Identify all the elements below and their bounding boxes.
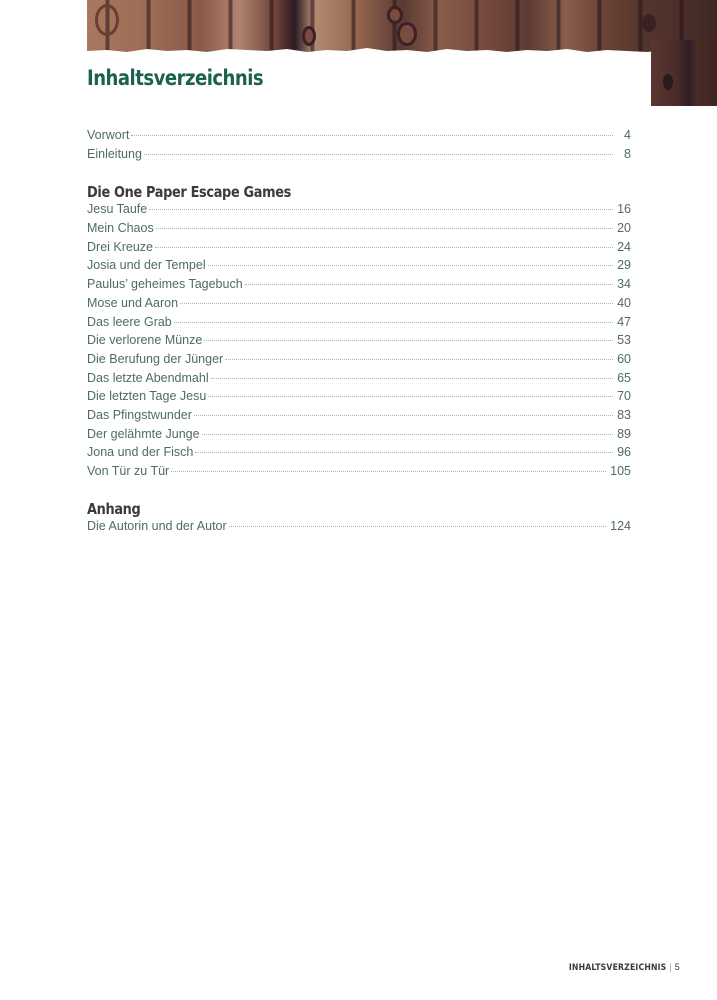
section-heading-anhang: Anhang (87, 499, 141, 518)
dot-leader (202, 434, 613, 435)
wood-side-tab (651, 40, 717, 106)
toc-entry-label: Mose und Aaron (87, 295, 179, 310)
page-number: 5 (674, 962, 680, 972)
toc-entry-page: 24 (617, 239, 631, 254)
dot-leader (229, 526, 606, 527)
toc-entry-page: 4 (624, 128, 631, 142)
section-heading-escape-games: Die One Paper Escape Games (87, 183, 291, 202)
toc-entry[interactable] (87, 202, 631, 221)
toc-entry-page: 105 (610, 464, 631, 478)
toc-entry-label: Die Autorin und der Autor (87, 518, 227, 533)
toc-entry[interactable] (87, 296, 631, 315)
toc-entry[interactable] (87, 258, 631, 277)
toc-entry-label: Drei Kreuze (87, 239, 153, 254)
dot-leader (194, 415, 613, 416)
toc-entry[interactable] (87, 333, 631, 352)
wood-header-banner (87, 0, 717, 52)
wood-knot-decoration (95, 4, 119, 36)
wood-knot-decoration (663, 74, 673, 90)
toc-entry-label: Das Pfingstwunder (87, 407, 192, 422)
toc-entry-page: 47 (617, 314, 631, 329)
dot-leader (131, 135, 613, 136)
dot-leader (211, 378, 613, 379)
toc-entry[interactable] (87, 408, 631, 427)
toc-entry[interactable] (87, 464, 631, 483)
dot-leader (245, 284, 613, 285)
toc-entry-page: 83 (617, 407, 631, 422)
toc-entry-page: 40 (617, 295, 631, 310)
footer-separator: | (669, 962, 672, 972)
toc-entry[interactable] (87, 240, 631, 259)
toc-entry-page: 65 (617, 370, 631, 385)
toc-entry-label: Das letzte Abendmahl (87, 370, 209, 385)
toc-entry-label: Die letzten Tage Jesu (87, 389, 207, 404)
toc-entry[interactable] (87, 352, 631, 371)
toc-entry-page: 96 (617, 445, 631, 460)
toc-entry[interactable] (87, 277, 631, 296)
toc-entry-label: Das leere Grab (87, 314, 172, 329)
toc-entry-page: 34 (617, 277, 631, 292)
toc-entry-label: Die Berufung der Jünger (87, 351, 224, 366)
toc-entry-page: 89 (617, 426, 631, 441)
wood-knot-decoration (642, 14, 656, 32)
wood-knot-decoration (397, 22, 417, 46)
wood-knot-decoration (387, 6, 403, 24)
dot-leader (180, 303, 613, 304)
dot-leader (208, 265, 613, 266)
toc-entry-page: 60 (617, 351, 631, 366)
toc-entry[interactable] (87, 389, 631, 408)
page-title: Inhaltsverzeichnis (87, 66, 264, 90)
toc-entry[interactable] (87, 315, 631, 334)
table-of-contents (87, 128, 631, 537)
toc-entry[interactable] (87, 221, 631, 240)
toc-entry-label: Josia und der Tempel (87, 258, 206, 273)
dot-leader (204, 340, 613, 341)
dot-leader (225, 359, 613, 360)
toc-entry-label: Mein Chaos (87, 221, 154, 236)
dot-leader (149, 209, 613, 210)
toc-entry[interactable] (87, 519, 631, 538)
dot-leader (208, 396, 613, 397)
toc-entry-label: Von Tür zu Tür (87, 464, 170, 478)
toc-entry[interactable] (87, 445, 631, 464)
toc-entry-page: 8 (624, 146, 631, 161)
wood-knot-decoration (302, 26, 316, 46)
dot-leader (144, 154, 613, 155)
toc-entry-label: Die verlorene Münze (87, 333, 203, 348)
toc-entry-page: 29 (617, 258, 631, 273)
toc-entry-page: 70 (617, 389, 631, 404)
toc-entry-label: Paulus’ geheimes Tagebuch (87, 277, 243, 292)
toc-entry-page: 53 (617, 333, 631, 348)
dot-leader (174, 322, 613, 323)
page-footer (553, 962, 680, 973)
toc-entry-label: Der gelähmte Junge (87, 426, 200, 441)
toc-entry-label: Jesu Taufe (87, 202, 148, 217)
toc-entry-vorwort[interactable] (87, 128, 631, 147)
torn-paper-edge (87, 46, 717, 56)
toc-entry-page: 124 (610, 518, 631, 533)
dot-leader (156, 228, 613, 229)
dot-leader (155, 247, 613, 248)
toc-entry-label: Einleitung (87, 146, 142, 161)
toc-entry-einleitung[interactable] (87, 147, 631, 166)
running-title: INHALTSVERZEICHNIS (568, 963, 667, 973)
toc-entry-page: 20 (617, 221, 631, 236)
toc-entry-label: Vorwort (87, 128, 130, 142)
toc-entry-page: 16 (617, 202, 631, 217)
toc-entry-label: Jona und der Fisch (87, 445, 194, 460)
toc-entry[interactable] (87, 427, 631, 446)
dot-leader (195, 452, 613, 453)
dot-leader (171, 471, 606, 472)
toc-entry[interactable] (87, 371, 631, 390)
